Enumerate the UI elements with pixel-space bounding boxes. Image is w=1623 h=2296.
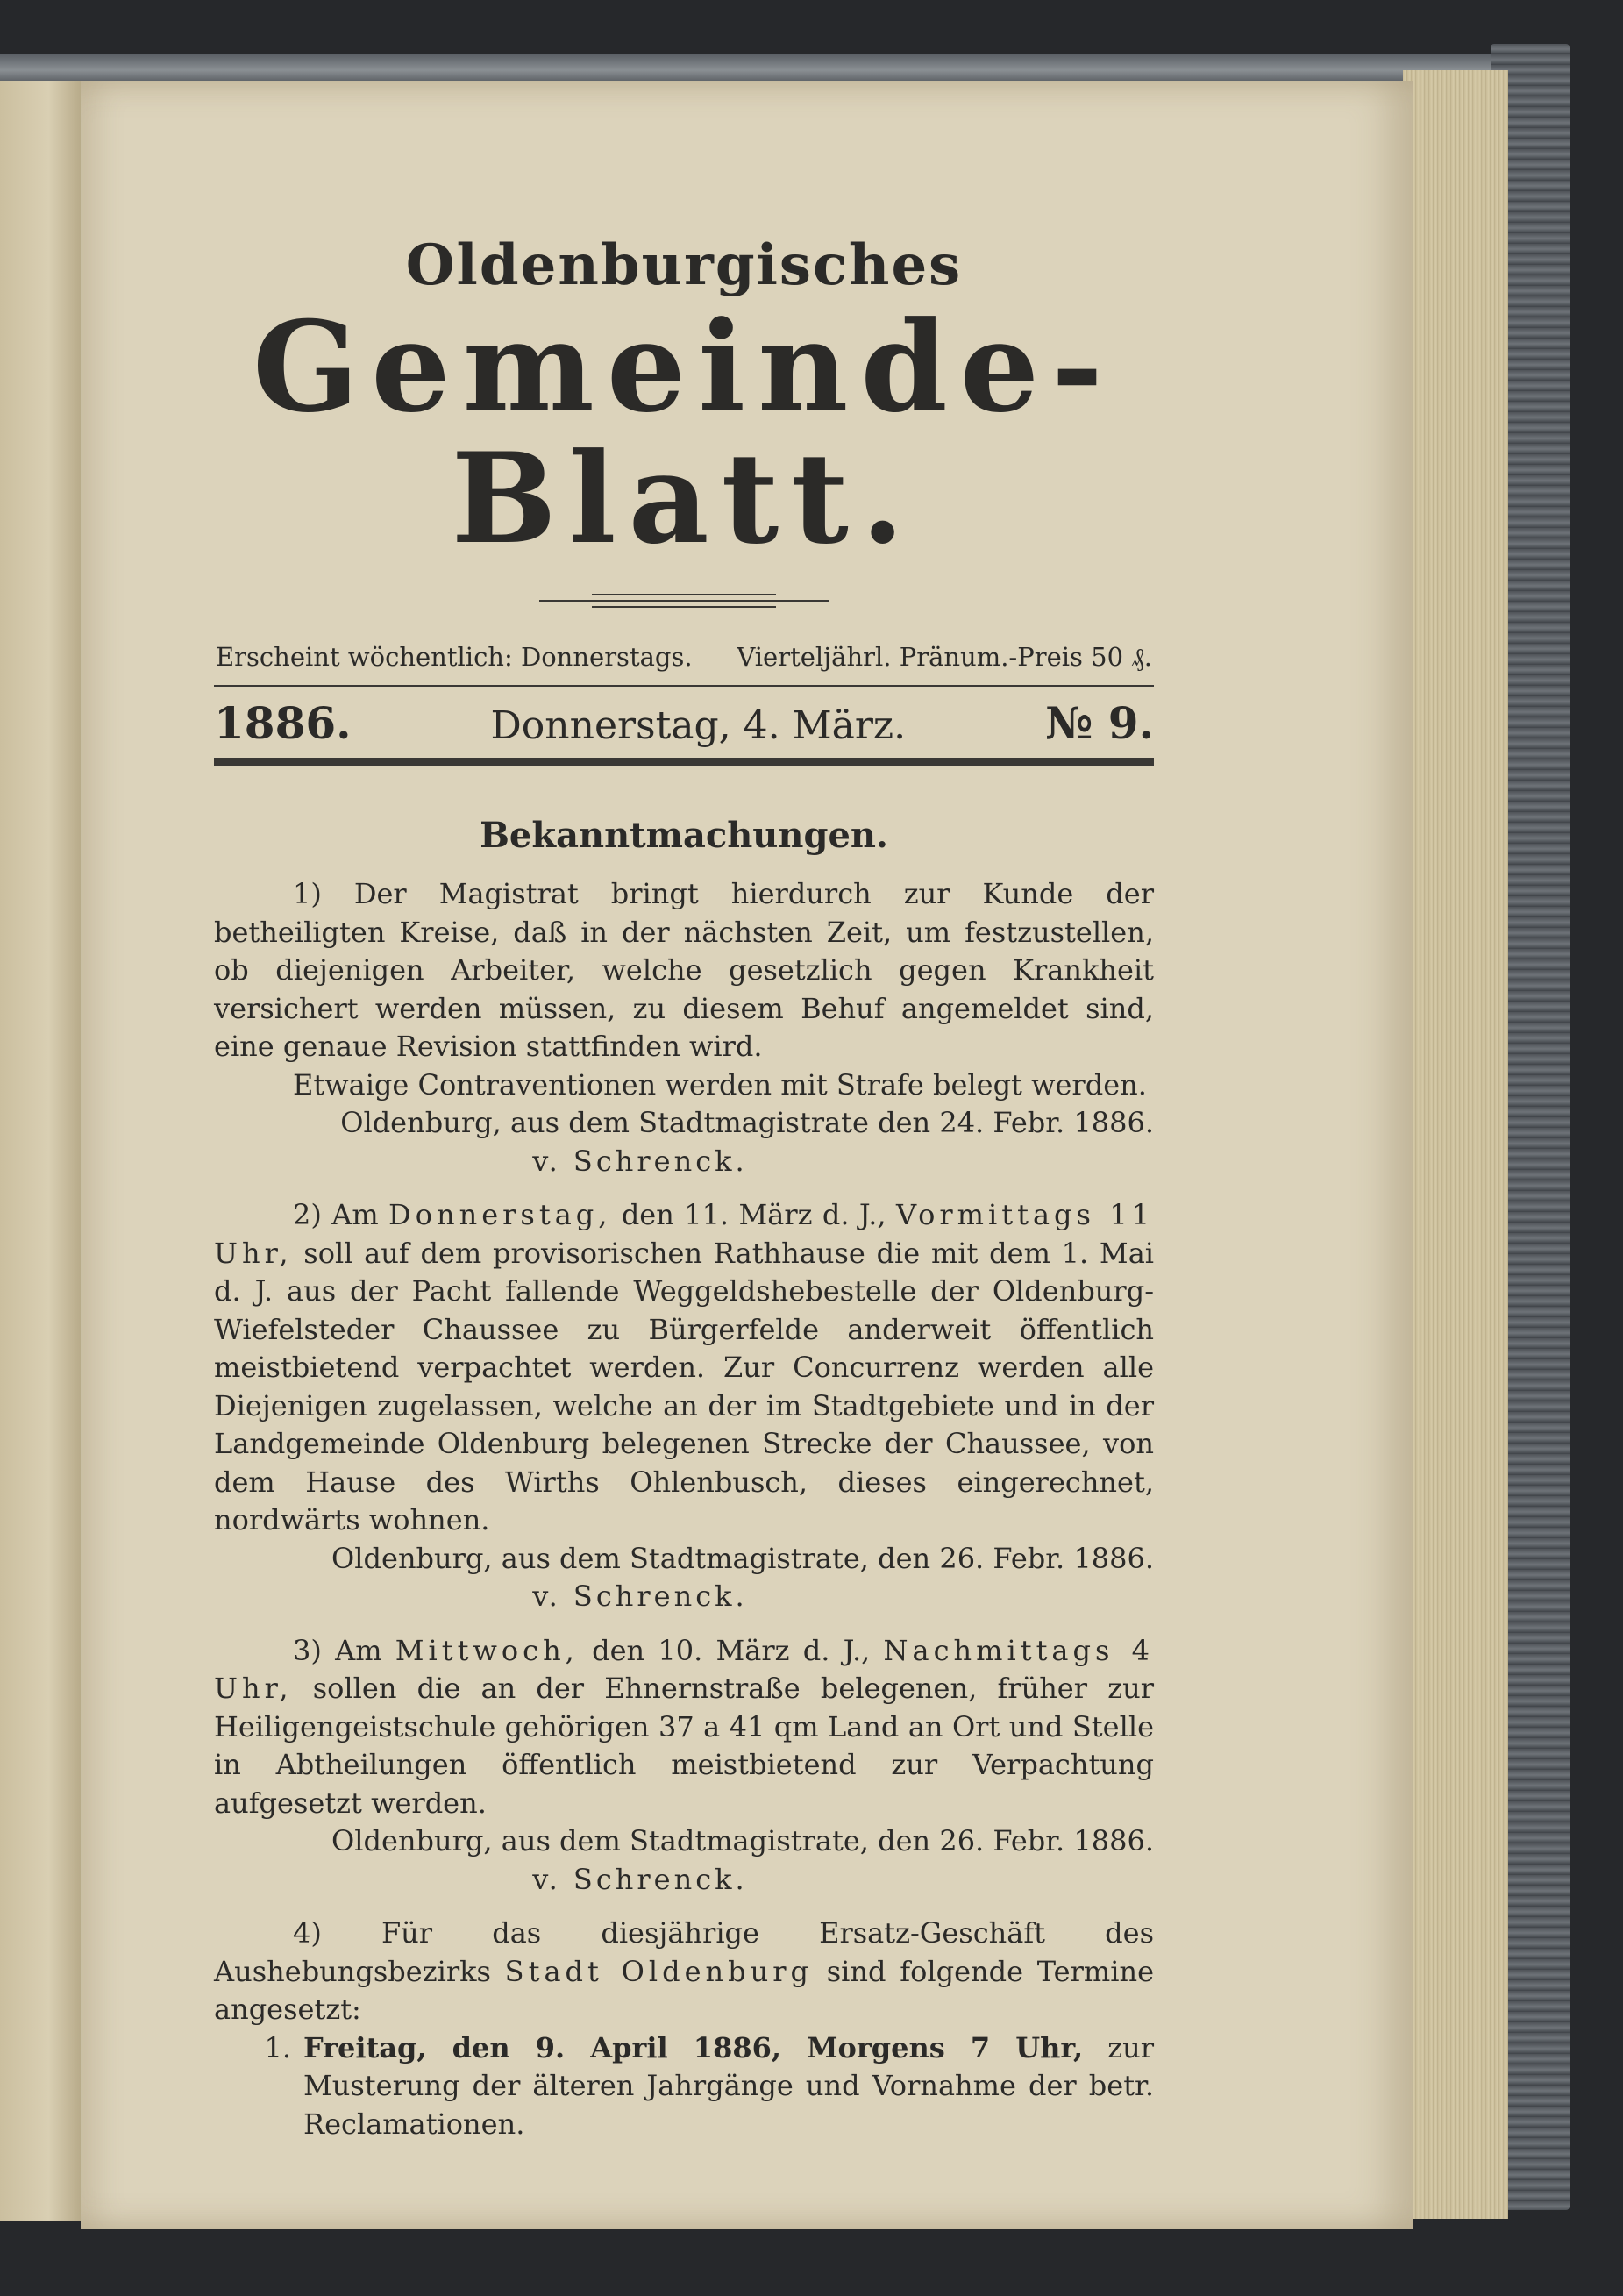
- header-rule-thick: [214, 758, 1154, 766]
- notice-3-text: [214, 1632, 1154, 1823]
- notice-1-place-date: Oldenburg, aus dem Stadtmagistrate den 24. Febr. 1886.: [340, 1106, 1154, 1139]
- header-rule-thin: [214, 685, 1154, 687]
- notice-1-signer: v. Schrenck.: [532, 1144, 748, 1178]
- notice-2-time: Vormittags 11 Uhr,: [214, 1198, 1155, 1270]
- issue-number: № 9.: [1045, 697, 1154, 749]
- notice-2-place-date: Oldenburg, aus dem Stadtmagistrate, den 26. Febr. 1886.: [331, 1541, 1154, 1575]
- notice-4-place: Stadt Oldenburg: [504, 1954, 813, 1988]
- notice-4-text: [214, 1915, 1154, 2029]
- notice-1-note: Etwaige Contraventionen werden mit Strafe belegt werden.: [293, 1067, 1147, 1102]
- page-stack-edges: [1403, 70, 1508, 2219]
- subscription-price: Vierteljährl. Pränum.-Preis 50 ₰.: [737, 642, 1152, 672]
- notice-2-number: 2) Am: [293, 1198, 379, 1231]
- page-content: [214, 232, 1154, 2143]
- notice-2-date: den 11. März d. J.,: [621, 1198, 886, 1231]
- list-item-text: [303, 2029, 1154, 2144]
- notice-3-time: Nachmittags 4 Uhr,: [214, 1633, 1154, 1705]
- publication-schedule: Erscheint wöchentlich: Donnerstags.: [216, 642, 693, 672]
- notice-3-body: sollen die an der Ehnernstraße belegenen, früher zur Heiligengeistschule gehörigen 37 a 41 qm Land an Ort und Stelle in Abtheilungen öffentlich meistbietend zur Verpachtung aufgesetzt werden.: [214, 1672, 1155, 1820]
- notice-4-outro: sind folgende Termine angesetzt:: [214, 1954, 1155, 2026]
- notice-3-signer: v. Schrenck.: [532, 1862, 748, 1896]
- publication-info: [214, 642, 1154, 673]
- notice-2-body: soll auf dem provisorischen Rathhause die mit dem 1. Mai d. J. aus der Pacht fallende Weggeldshebestelle der Oldenburg-Wiefelsteder Chaussee zu Bürgerfelde anderweit öffentlich meistbietend verpachtet werden. Zur Concurrenz werden alle Diejenigen zugelassen, welche an der im Stadtgebiete und in der Landgemeinde Oldenburg belegenen Strecke der Chaussee, von dem Hause des Wirths Ohlenbusch, dieses eingerechnet, nordwärts wohnen.: [214, 1236, 1155, 1537]
- notice-2-text: [214, 1196, 1154, 1540]
- notice-2-signer: v. Schrenck.: [532, 1579, 748, 1613]
- section-heading: Bekanntmachungen.: [480, 815, 888, 856]
- masthead-ornament: [214, 588, 1154, 614]
- notice-3-day: Mittwoch,: [395, 1633, 579, 1667]
- list-item-number: 1.: [264, 2030, 291, 2064]
- list-item-purpose: zur Musterung der älteren Jahrgänge und Vornahme der betr. Reclamationen.: [303, 2030, 1155, 2141]
- list-item: [214, 2029, 1154, 2144]
- masthead-title-small: Oldenburgisches: [405, 232, 963, 298]
- notice-3-date: den 10. März d. J.,: [592, 1633, 871, 1667]
- issue-dateline: [214, 697, 1154, 749]
- notice-1-text: 1) Der Magistrat bringt hierdurch zur Kunde der betheiligten Kreise, daß in der nächsten Zeit, um festzustellen, ob diejenigen Arbeiter, welche gesetzlich gegen Krankheit versichert werden müssen, zu diesem Behuf angemeldet sind, eine genaue Revision stattfinden wird.: [214, 877, 1154, 1063]
- issue-year: 1886.: [214, 697, 352, 749]
- left-page-margin: [0, 81, 81, 2221]
- notice-3-place-date: Oldenburg, aus dem Stadtmagistrate, den 26. Febr. 1886.: [331, 1824, 1154, 1857]
- masthead-title-large: Gemeinde-Blatt.: [253, 295, 1115, 572]
- issue-date: Donnerstag, 4. März.: [490, 703, 907, 748]
- notice-4-intro: 4) Für das diesjährige Ersatz-Geschäft des Aushebungsbezirks: [214, 1916, 1154, 1988]
- notice-3-number: 3) Am: [293, 1633, 382, 1667]
- notice-2-day: Donnerstag,: [388, 1198, 612, 1231]
- list-item-date: Freitag, den 9. April 1886, Morgens 7 Uhr,: [303, 2030, 1084, 2064]
